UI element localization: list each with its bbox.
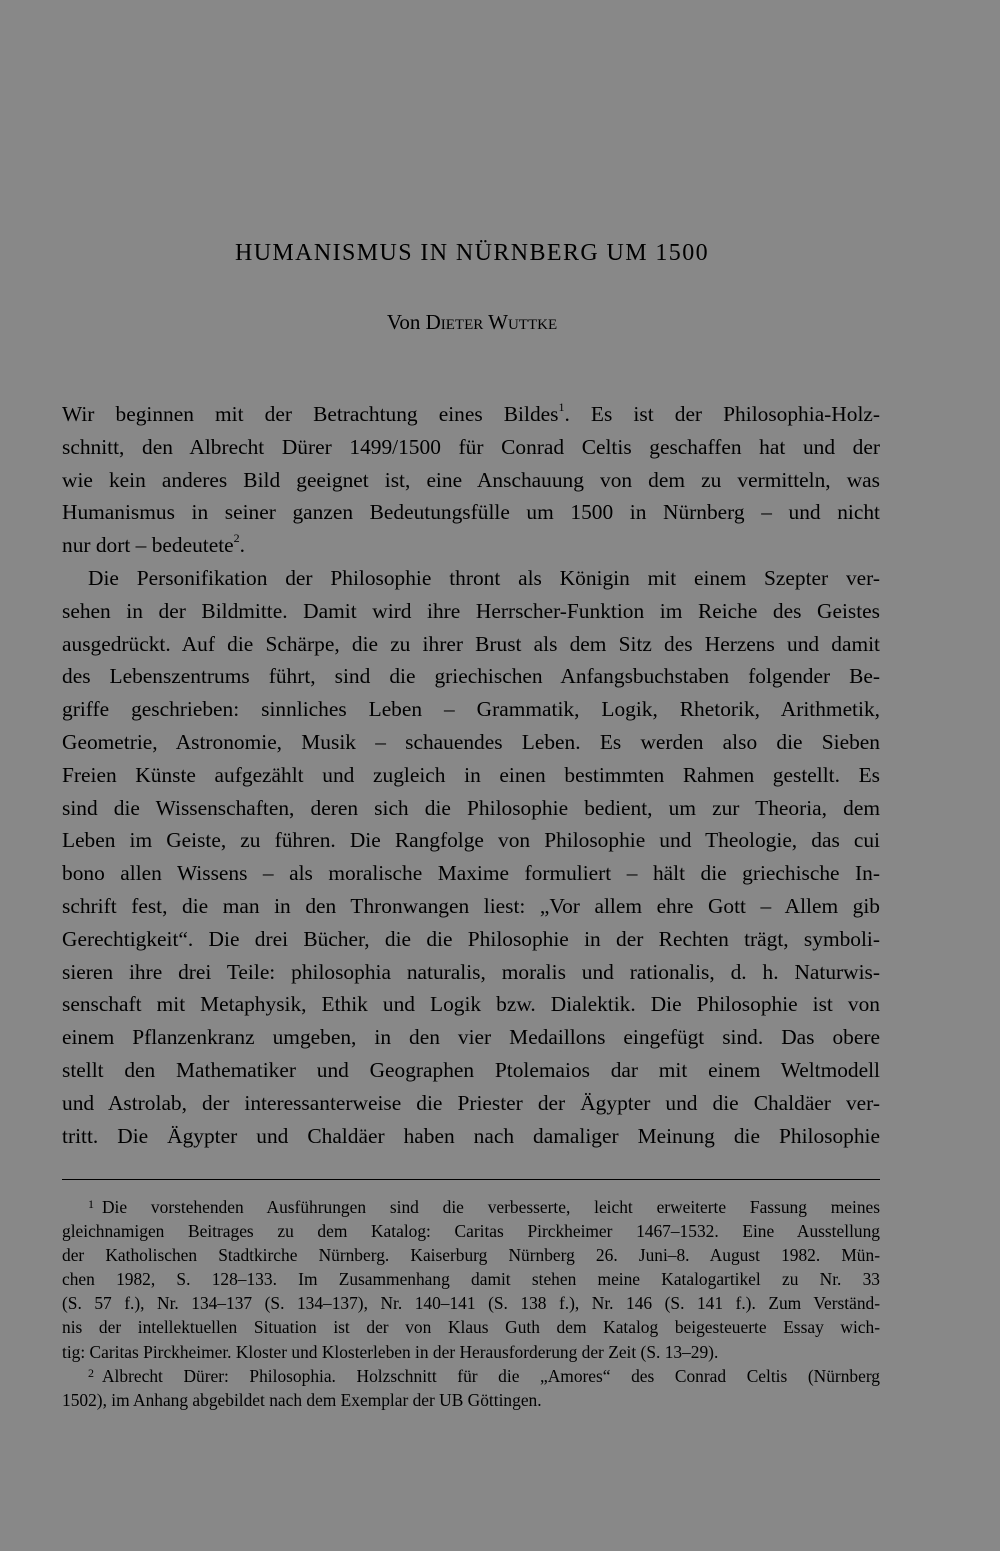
footnote-line: tig: Caritas Pirckheimer. Kloster und Klosterleben in der Herausforderung der Zeit (S. 13–29). [62,1341,719,1362]
body-text [62,398,880,1152]
footnote-line: gleichnamigen Beitrages zu dem Katalog: Caritas Pirckheimer 1467–1532. Eine Ausstellung [62,1221,880,1242]
text-line: sehen in der Bildmitte. Damit wird ihre Herrscher-Funktion im Reiche des Geistes [62,598,880,623]
text-line: schnitt, den Albrecht Dürer 1499/1500 für Conrad Celtis geschaffen hat und der [62,434,880,459]
footnote-marker: 2 [88,1365,94,1380]
text-line: bono allen Wissens – als moralische Maxime formuliert – hält die griechische In- [62,861,880,886]
footnote-line: $^1$ Die vorstehenden Ausführungen sind die verbesserte, leicht erweiterte Fassung meines [88,1197,880,1217]
footnote-ref[interactable]: 1 [558,399,565,414]
footnote-line: (S. 57 f.), Nr. 134–137 (S. 134–137), Nr. 140–141 (S. 138 f.), Nr. 146 (S. 141 f.). Zum Verständ- [62,1293,880,1314]
text-line: senschaft mit Metaphysik, Ethik und Logik bzw. Dialektik. Die Philosophie ist von [62,992,880,1017]
text-line: Geometrie, Astronomie, Musik – schauendes Leben. Es werden also die Sieben [62,729,880,754]
footnote-line: chen 1982, S. 128–133. Im Zusammenhang damit stehen meine Katalogartikel zu Nr. 33 [62,1269,880,1290]
footnote-line: nis der intellektuellen Situation ist der von Klaus Guth dem Katalog beigesteuerte Essay wich- [62,1317,880,1338]
text-line: sieren ihre drei Teile: philosophia naturalis, moralis und rationalis, d. h. Naturwis- [62,959,880,984]
footnote-line: 1502), im Anhang abgebildet nach dem Exemplar der UB Göttingen. [62,1389,542,1410]
footnote-divider [62,1179,880,1180]
text-line: nur dort – bedeutete$^2$. [62,531,246,558]
text-line: und Astrolab, der interessanterweise die Priester der Ägypter und die Chaldäer ver- [62,1090,880,1115]
text-line: des Lebenszentrums führt, sind die griechischen Anfangsbuchstaben folgender Be- [62,664,880,689]
text-line: tritt. Die Ägypter und Chaldäer haben nach damaliger Meinung die Philosophie [62,1123,880,1148]
footnotes [62,1195,880,1412]
text-line: schrift fest, die man in den Thronwangen liest: „Vor allem ehre Gott – Allem gib [62,893,880,918]
text-line: Gerechtigkeit“. Die drei Bücher, die die Philosophie in der Rechten trägt, symboli- [62,926,880,951]
text-line: Humanismus in seiner ganzen Bedeutungsfülle um 1500 in Nürnberg – und nicht [62,500,880,525]
text-line: einem Pflanzenkranz umgeben, in den vier Medaillons eingefügt sind. Das obere [62,1025,880,1050]
footnote-ref[interactable]: 2 [233,531,240,546]
author-prefix: Von [386,310,426,334]
text-line: sind die Wissenschaften, deren sich die Philosophie bedient, um zur Theoria, dem [62,795,880,820]
text-line: ausgedrückt. Auf die Schärpe, die zu ihrer Brust als dem Sitz des Herzens und damit [62,631,880,656]
text-line: Leben im Geiste, zu führen. Die Rangfolge von Philosophie und Theologie, das cui [62,828,880,853]
text-line: Freien Künste aufgezählt und zugleich in einen bestimmten Rahmen gestellt. Es [62,762,880,787]
author-name: Dieter Wuttke [425,310,558,334]
text-line: Wir beginnen mit der Betrachtung eines Bildes$^1$. Es ist der Philosophia-Holz- [62,399,880,426]
text-line: Die Personifikation der Philosophie thront als Königin mit einem Szepter ver- [88,565,880,590]
text-line: griffe geschrieben: sinnliches Leben – Grammatik, Logik, Rhetorik, Arithmetik, [62,697,880,722]
footnote-marker: 1 [88,1197,94,1211]
footnote-line: $^2$ Albrecht Dürer: Philosophia. Holzschnitt für die „Amores“ des Conrad Celtis (Nürnberg [88,1365,880,1386]
text-line: stellt den Mathematiker und Geographen Ptolemaios dar mit einem Weltmodell [62,1057,880,1082]
article-author [0,310,944,335]
footnote-line: der Katholischen Stadtkirche Nürnberg. Kaiserburg Nürnberg 26. Juni–8. August 1982. Mün- [62,1245,880,1266]
article-title: HUMANISMUS IN NÜRNBERG UM 1500 [234,240,710,266]
text-line: wie kein anderes Bild geeignet ist, eine Anschauung von dem zu vermitteln, was [62,467,880,492]
